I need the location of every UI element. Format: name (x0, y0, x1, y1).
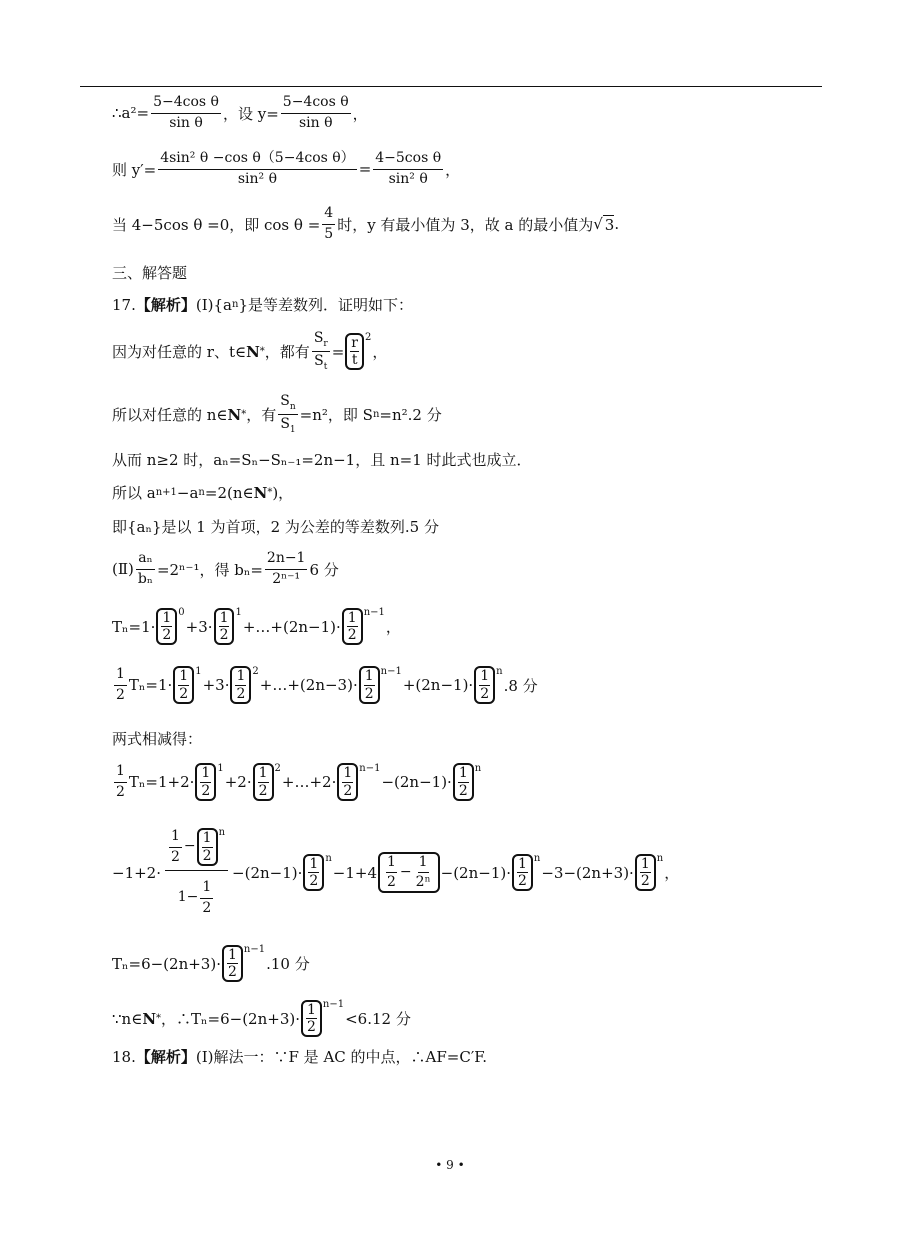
text: 17. (112, 295, 136, 314)
star: * (156, 1013, 162, 1025)
denominator: 2 (116, 783, 125, 800)
star: * (241, 409, 247, 421)
text: 即{aₙ}是以 1 为首项，2 为公差的等差数列.5 分 (112, 518, 439, 536)
text: 则 y′= (112, 160, 157, 179)
text: ，∴Tₙ=6−(2n+3)· (161, 1010, 300, 1029)
text: +3· (202, 676, 230, 694)
text: <6.12 分 (345, 1010, 411, 1029)
text: 所以对任意的 n∈ (112, 406, 228, 425)
numerator: 5−4cos θ (281, 94, 351, 114)
denominator: 2 (458, 782, 468, 799)
compound-fraction (165, 828, 228, 917)
star: * (267, 487, 273, 498)
numerator: 1 (309, 855, 319, 872)
text: S (280, 393, 290, 409)
text: ，设 y= (222, 104, 279, 123)
paren-half (253, 763, 281, 800)
fraction (312, 330, 330, 373)
exponent: n−1 (243, 944, 266, 956)
text: −(2n−1)· (381, 773, 452, 791)
exponent: n−1 (363, 607, 385, 619)
text: 两式相减得： (112, 730, 203, 748)
line-difference (112, 482, 293, 503)
numerator: 1 (162, 610, 172, 626)
label: 【解析】 (135, 1048, 196, 1066)
numerator: 1 (114, 763, 127, 783)
text: −(2n−1)· (440, 863, 511, 882)
numerator: 2n−1 (265, 550, 308, 570)
numerator: 1 (258, 765, 268, 782)
naturals: N (253, 483, 268, 502)
exponent: n (496, 665, 503, 677)
header-rule (80, 86, 822, 87)
numerator: 1 (347, 610, 357, 626)
naturals: N (142, 1009, 157, 1028)
fraction (136, 550, 155, 588)
denominator: 2 (640, 873, 650, 889)
subscript: n (372, 409, 380, 421)
text: (Ⅰ){a (195, 295, 232, 314)
denominator: 2 (219, 627, 229, 644)
exponent: 2 (274, 762, 281, 774)
page-number: • 9 • (435, 1158, 465, 1172)
denominator: sin² θ (388, 170, 428, 187)
denominator: 2 (258, 782, 268, 799)
denominator (176, 871, 218, 917)
text: 三、解答题 (112, 264, 188, 282)
line-tn-bound (112, 1000, 411, 1037)
numerator: 1 (343, 765, 353, 782)
text: S (280, 416, 290, 433)
exponent: n (656, 853, 664, 864)
numerator: 1 (458, 765, 468, 782)
denominator: 2 (347, 627, 357, 644)
text: Tₙ=1+2· (128, 773, 195, 791)
paren-half (197, 828, 225, 865)
exponent: 1 (195, 665, 202, 677)
paren-half (214, 608, 242, 645)
numerator (278, 393, 297, 415)
paren-half (156, 608, 184, 645)
subscript: n (289, 401, 296, 412)
paren-half (303, 854, 331, 891)
denominator: t (351, 352, 358, 369)
text: − (183, 838, 196, 855)
fraction (169, 828, 182, 866)
line-derivative (112, 150, 460, 188)
paren-half (173, 666, 201, 703)
fraction (281, 94, 351, 132)
numerator: 1 (169, 828, 182, 848)
denominator (312, 352, 329, 373)
fraction (151, 94, 221, 132)
text: −1+2· (112, 863, 161, 882)
paren-half (635, 854, 663, 891)
numerator: 1 (114, 666, 127, 686)
denominator: sin² θ (237, 170, 278, 187)
text: ， (445, 160, 461, 179)
text: .8 分 (503, 676, 538, 695)
text: 时，y 有最小值为 3，故 a 的最小值为 (337, 215, 594, 234)
line-tn-result (112, 945, 310, 982)
text: (Ⅱ) (112, 560, 134, 578)
numerator: r (351, 334, 358, 351)
naturals: N (246, 342, 260, 361)
exponent: 2 (365, 332, 372, 344)
denominator: sin θ (169, 114, 203, 131)
numerator: 1 (202, 830, 212, 847)
denominator (278, 415, 297, 436)
subscript: n (198, 487, 205, 498)
denominator: 2ⁿ (415, 873, 431, 890)
line-an (112, 449, 532, 470)
numerator: 1 (307, 1002, 316, 1018)
numerator: 4 (322, 205, 335, 225)
numerator: aₙ (136, 550, 154, 570)
text: ∴a²= (112, 104, 150, 122)
text: =n²，即 S (299, 406, 373, 425)
line-geometric-sum (112, 828, 679, 917)
text: ，都有 (264, 343, 310, 362)
numerator: 1 (236, 668, 246, 685)
denominator: 2 (162, 627, 172, 644)
numerator: 1 (179, 668, 189, 685)
text: ， (664, 864, 680, 882)
text: +…+(2n−3)· (259, 676, 358, 694)
paren-half (230, 666, 258, 703)
text: Tₙ=6−(2n+3)· (112, 954, 221, 973)
subscript: t (323, 361, 328, 372)
fraction (200, 879, 213, 917)
text: S (313, 330, 324, 346)
numerator: 1 (386, 854, 397, 873)
text: −3−(2n+3)· (541, 863, 634, 882)
section-heading (112, 262, 187, 283)
denominator: 2 (309, 873, 319, 889)
exponent: n−1 (359, 762, 381, 774)
text: =n².2 分 (379, 406, 442, 425)
fraction (114, 666, 127, 704)
text: = (358, 160, 372, 178)
paren-half (337, 763, 380, 800)
radicand: 3 (604, 215, 615, 234)
denominator: 2 (116, 686, 125, 703)
denominator: 2ⁿ⁻¹ (272, 570, 301, 587)
exponent: n−1 (380, 665, 402, 677)
denominator: 2 (236, 685, 246, 702)
paren-half (453, 763, 481, 800)
text: . (614, 215, 620, 233)
naturals: N (227, 405, 242, 424)
text: ， (372, 343, 388, 362)
paren-fraction (345, 333, 371, 370)
numerator: 1 (640, 855, 650, 872)
numerator: 1 (200, 879, 213, 899)
paren-difference (378, 852, 440, 893)
line-half-tn-diff (112, 763, 482, 801)
denominator: 2 (387, 873, 396, 890)
paren-half (301, 1000, 344, 1037)
exponent: 2 (252, 665, 259, 677)
text: 所以 a (112, 484, 156, 502)
numerator: 1 (227, 947, 237, 963)
denominator: 5 (324, 225, 334, 242)
text: (Ⅰ)解法一：∵F 是 AC 的中点，∴AF=C′F. (195, 1048, 488, 1066)
denominator: 2 (202, 847, 212, 864)
text: −1+4 (332, 863, 377, 882)
denominator: 2 (171, 848, 180, 865)
denominator: sin θ (298, 114, 333, 131)
text: )， (272, 484, 294, 502)
subscript: r (323, 338, 328, 349)
exponent: 1 (217, 762, 224, 774)
denominator: 2 (517, 873, 527, 889)
numerator: 4−5cos θ (373, 150, 443, 170)
exponent: 1 (235, 607, 242, 619)
line-subtract (112, 728, 202, 749)
numerator: 1 (201, 765, 211, 782)
label: 【解析】 (135, 296, 196, 314)
denominator: 2 (343, 782, 353, 799)
star: * (259, 346, 265, 358)
text: +…+(2n−1)· (242, 617, 341, 636)
numerator: 5−4cos θ (151, 94, 221, 114)
numerator: 1 (517, 855, 527, 872)
text: ，有 (246, 406, 277, 425)
line-ratio (112, 330, 387, 373)
text: 18. (112, 1047, 136, 1066)
denominator: 2 (307, 1019, 316, 1036)
text: S (314, 353, 324, 370)
text: .10 分 (266, 955, 310, 974)
text: +(2n−1)· (402, 676, 474, 694)
text: −(2n−1)· (232, 863, 303, 882)
exponent: n−1 (322, 999, 345, 1011)
line-a-squared (112, 94, 368, 132)
text: +2· (224, 773, 252, 791)
denominator: bₙ (137, 570, 153, 587)
exponent: n (474, 762, 482, 774)
paren-half (512, 854, 540, 891)
fraction (322, 205, 335, 243)
paren-half (195, 763, 223, 800)
denominator: 2 (480, 685, 490, 702)
question-18 (112, 1046, 487, 1067)
line-minimum (112, 205, 619, 243)
fraction (114, 763, 127, 801)
question-17 (112, 294, 413, 315)
subscript: n+1 (155, 487, 177, 498)
line-bn (112, 550, 339, 588)
sqrt-sign: √ (593, 215, 603, 233)
line-sn (112, 393, 442, 436)
exponent: n (218, 826, 226, 838)
text: =2ⁿ⁻¹，得 bₙ= (156, 560, 263, 579)
numerator: 4sin² θ −cos θ（5−4cos θ） (158, 150, 356, 170)
text: ∵n∈ (112, 1009, 143, 1028)
line-half-tn (112, 666, 538, 704)
denominator: 2 (202, 899, 212, 916)
denominator: 2 (201, 782, 211, 799)
paren-half (342, 608, 385, 645)
text: Tₙ=1· (128, 676, 173, 694)
text: − (399, 864, 412, 881)
text: }是等差数列．证明如下： (238, 296, 413, 314)
denominator: 2 (179, 685, 189, 702)
text: Tₙ=1· (112, 617, 156, 636)
fraction (278, 393, 297, 436)
numerator (312, 330, 330, 352)
text: ， (352, 104, 368, 123)
numerator: 1 (418, 854, 429, 873)
paren-half (474, 666, 502, 703)
exponent: n (533, 853, 541, 864)
text: =2(n∈ (204, 483, 254, 502)
line-arithmetic (112, 516, 439, 537)
paren-half (359, 666, 402, 703)
paren-half (222, 945, 265, 982)
text: 1− (177, 889, 199, 906)
numerator (165, 828, 228, 871)
text: −a (176, 483, 199, 502)
text: ， (385, 618, 401, 637)
text: 因为对任意的 r、t∈ (112, 343, 247, 362)
text: +3· (185, 617, 213, 636)
numerator: 1 (364, 668, 374, 685)
text: = (331, 342, 345, 361)
exponent: n (325, 853, 332, 864)
text: 当 4−5cos θ =0，即 cos θ = (112, 215, 321, 234)
subscript: n (232, 299, 239, 310)
denominator: 2 (364, 685, 374, 702)
line-tn (112, 608, 401, 645)
text: 6 分 (309, 560, 339, 579)
denominator: 2 (227, 964, 237, 981)
fraction (414, 854, 433, 891)
fraction (385, 854, 398, 891)
text: 从而 n≥2 时，aₙ=Sₙ−Sₙ₋₁=2n−1，且 n=1 时此式也成立． (112, 451, 532, 469)
fraction (373, 150, 443, 188)
exponent: 0 (178, 607, 185, 619)
numerator: 1 (480, 668, 490, 685)
fraction (265, 550, 308, 588)
numerator: 1 (219, 610, 229, 626)
fraction (158, 150, 356, 188)
text: +…+2· (281, 773, 337, 791)
subscript: 1 (289, 424, 296, 435)
